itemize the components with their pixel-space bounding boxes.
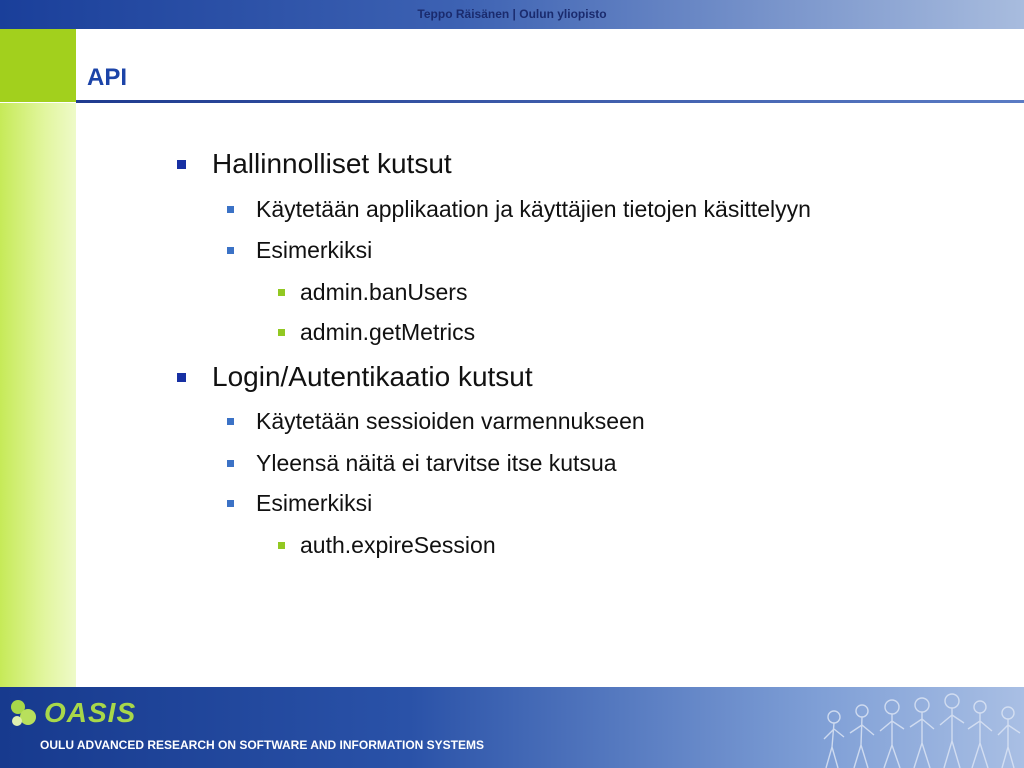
footer-tagline: OULU ADVANCED RESEARCH ON SOFTWARE AND INFORMATION SYSTEMS [40, 738, 485, 752]
slide-title: API [87, 64, 128, 91]
square-bullet-icon [227, 418, 234, 425]
square-bullet-icon [227, 500, 234, 507]
bullet-text: admin.banUsers [300, 279, 468, 305]
top-banner [0, 0, 1024, 29]
footer-banner [0, 687, 1024, 768]
oasis-swirl-icon [8, 697, 42, 729]
bullet-item [300, 532, 496, 559]
bullet-text: Esimerkiksi [256, 490, 373, 516]
bullet-item [212, 361, 533, 393]
square-bullet-icon [177, 160, 186, 169]
square-bullet-icon [227, 247, 234, 254]
left-sidebar-stripe [0, 103, 76, 687]
bullet-text: auth.expireSession [300, 532, 496, 558]
bullet-item [256, 237, 372, 264]
bullet-item [256, 450, 617, 477]
square-bullet-icon [278, 329, 285, 336]
bullet-item [256, 196, 811, 223]
bullet-text: Login/Autentikaatio kutsut [212, 361, 533, 392]
title-divider [76, 100, 1024, 103]
bullet-text: Käytetään applikaation ja käyttäjien tietojen käsittelyyn [256, 196, 811, 222]
bullet-text: Hallinnolliset kutsut [212, 148, 452, 179]
bullet-item [300, 319, 475, 346]
bullet-item [256, 408, 645, 435]
author-credit: Teppo Räisänen | Oulun yliopisto [417, 7, 607, 21]
bullet-text: Käytetään sessioiden varmennukseen [256, 408, 645, 434]
bullet-text: Esimerkiksi [256, 237, 373, 263]
bullet-item [212, 148, 452, 180]
square-bullet-icon [278, 289, 285, 296]
bullet-item [300, 279, 467, 306]
square-bullet-icon [227, 206, 234, 213]
square-bullet-icon [227, 460, 234, 467]
bullet-text: admin.getMetrics [300, 319, 476, 345]
title-accent-block [0, 29, 76, 102]
people-silhouettes-icon [814, 687, 1024, 768]
bullet-text: Yleensä näitä ei tarvitse itse kutsua [256, 450, 617, 476]
bullet-item [256, 490, 372, 517]
square-bullet-icon [278, 542, 285, 549]
oasis-logo-text: OASIS [44, 697, 137, 728]
square-bullet-icon [177, 373, 186, 382]
